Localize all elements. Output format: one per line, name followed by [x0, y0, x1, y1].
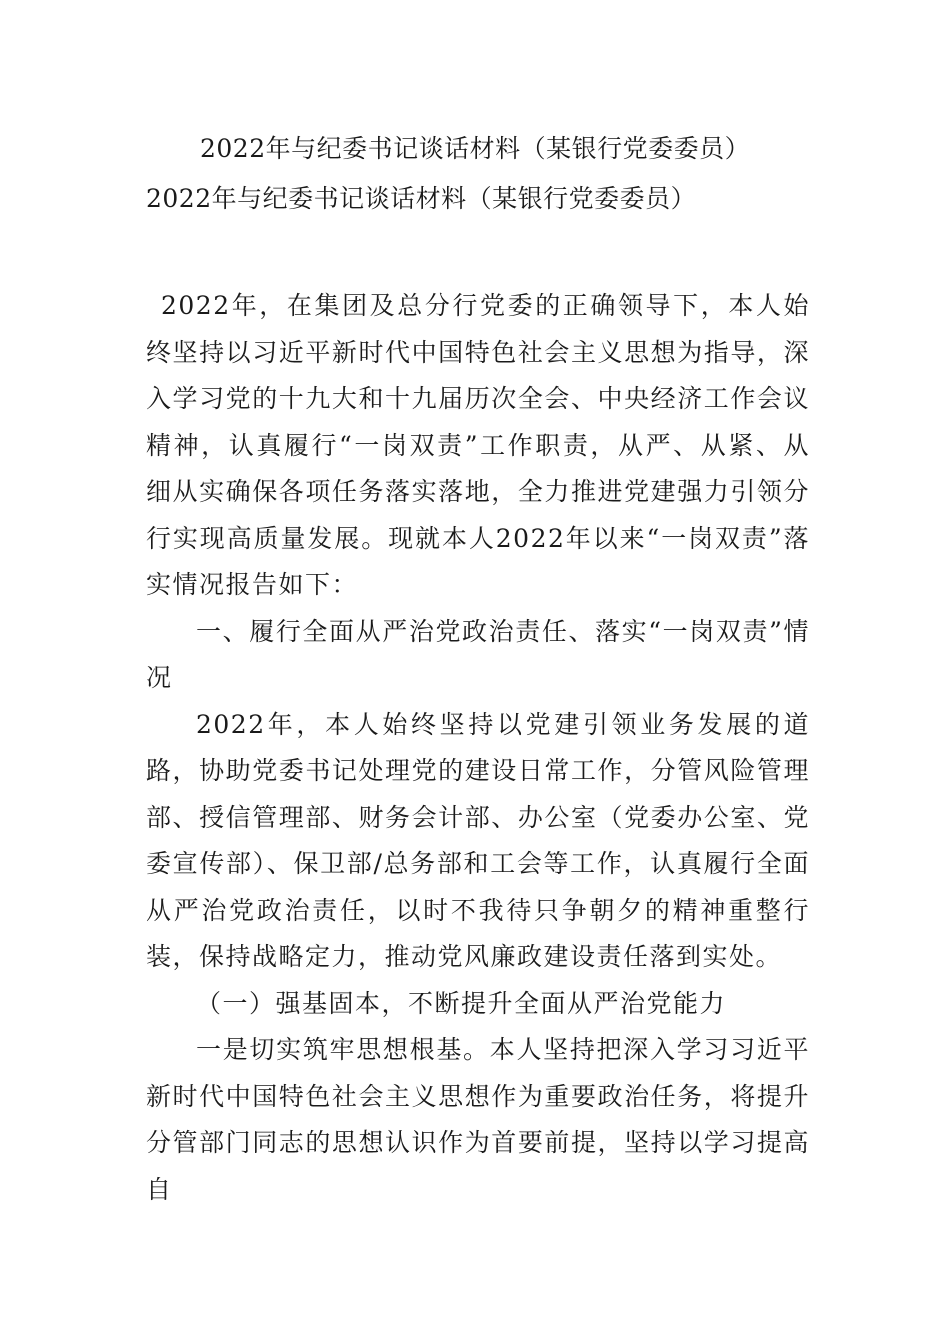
paragraph-subsection-1: 一是切实筑牢思想根基。本人坚持把深入学习习近平新时代中国特色社会主义思想作为重要政治任务，将提升分管部门同志的思想认识作为首要前提，坚持以学习提高自 [146, 1035, 810, 1204]
document-subtitle: 2022年与纪委书记谈话材料（某银行党委委员） [146, 184, 697, 213]
document-title: 2022年与纪委书记谈话材料（某银行党委委员） [200, 134, 751, 163]
paragraph-section-1: 2022年，本人始终坚持以党建引领业务发展的道路，协助党委书记处理党的建设日常工作，分管风险管理部、授信管理部、财务会计部、办公室（党委办公室、党委宣传部）、保卫部/总务部和工会等工作，认真履行全面从严治党政治责任，以时不我待只争朝夕的精神重整行装，保持战略定力，推动党风廉政建设责任落到实处。 [146, 709, 810, 971]
section-heading-1: 一、履行全面从严治党政治责任、落实“一岗双责”情况 [146, 616, 810, 692]
paragraph-intro: 2022年，在集团及总分行党委的正确领导下，本人始终坚持以习近平新时代中国特色社会主义思想为指导，深入学习党的十九大和十九届历次全会、中央经济工作会议精神，认真履行“一岗双责”工作职责，从严、从紧、从细从实确保各项任务落实落地，全力推进党建强力引领分行实现高质量发展。现就本人2022年以来“一岗双责”落实情况报告如下： [146, 291, 810, 599]
document-body [146, 283, 810, 1213]
subsection-heading-1: （一）强基固本，不断提升全面从严治党能力 [196, 988, 727, 1018]
